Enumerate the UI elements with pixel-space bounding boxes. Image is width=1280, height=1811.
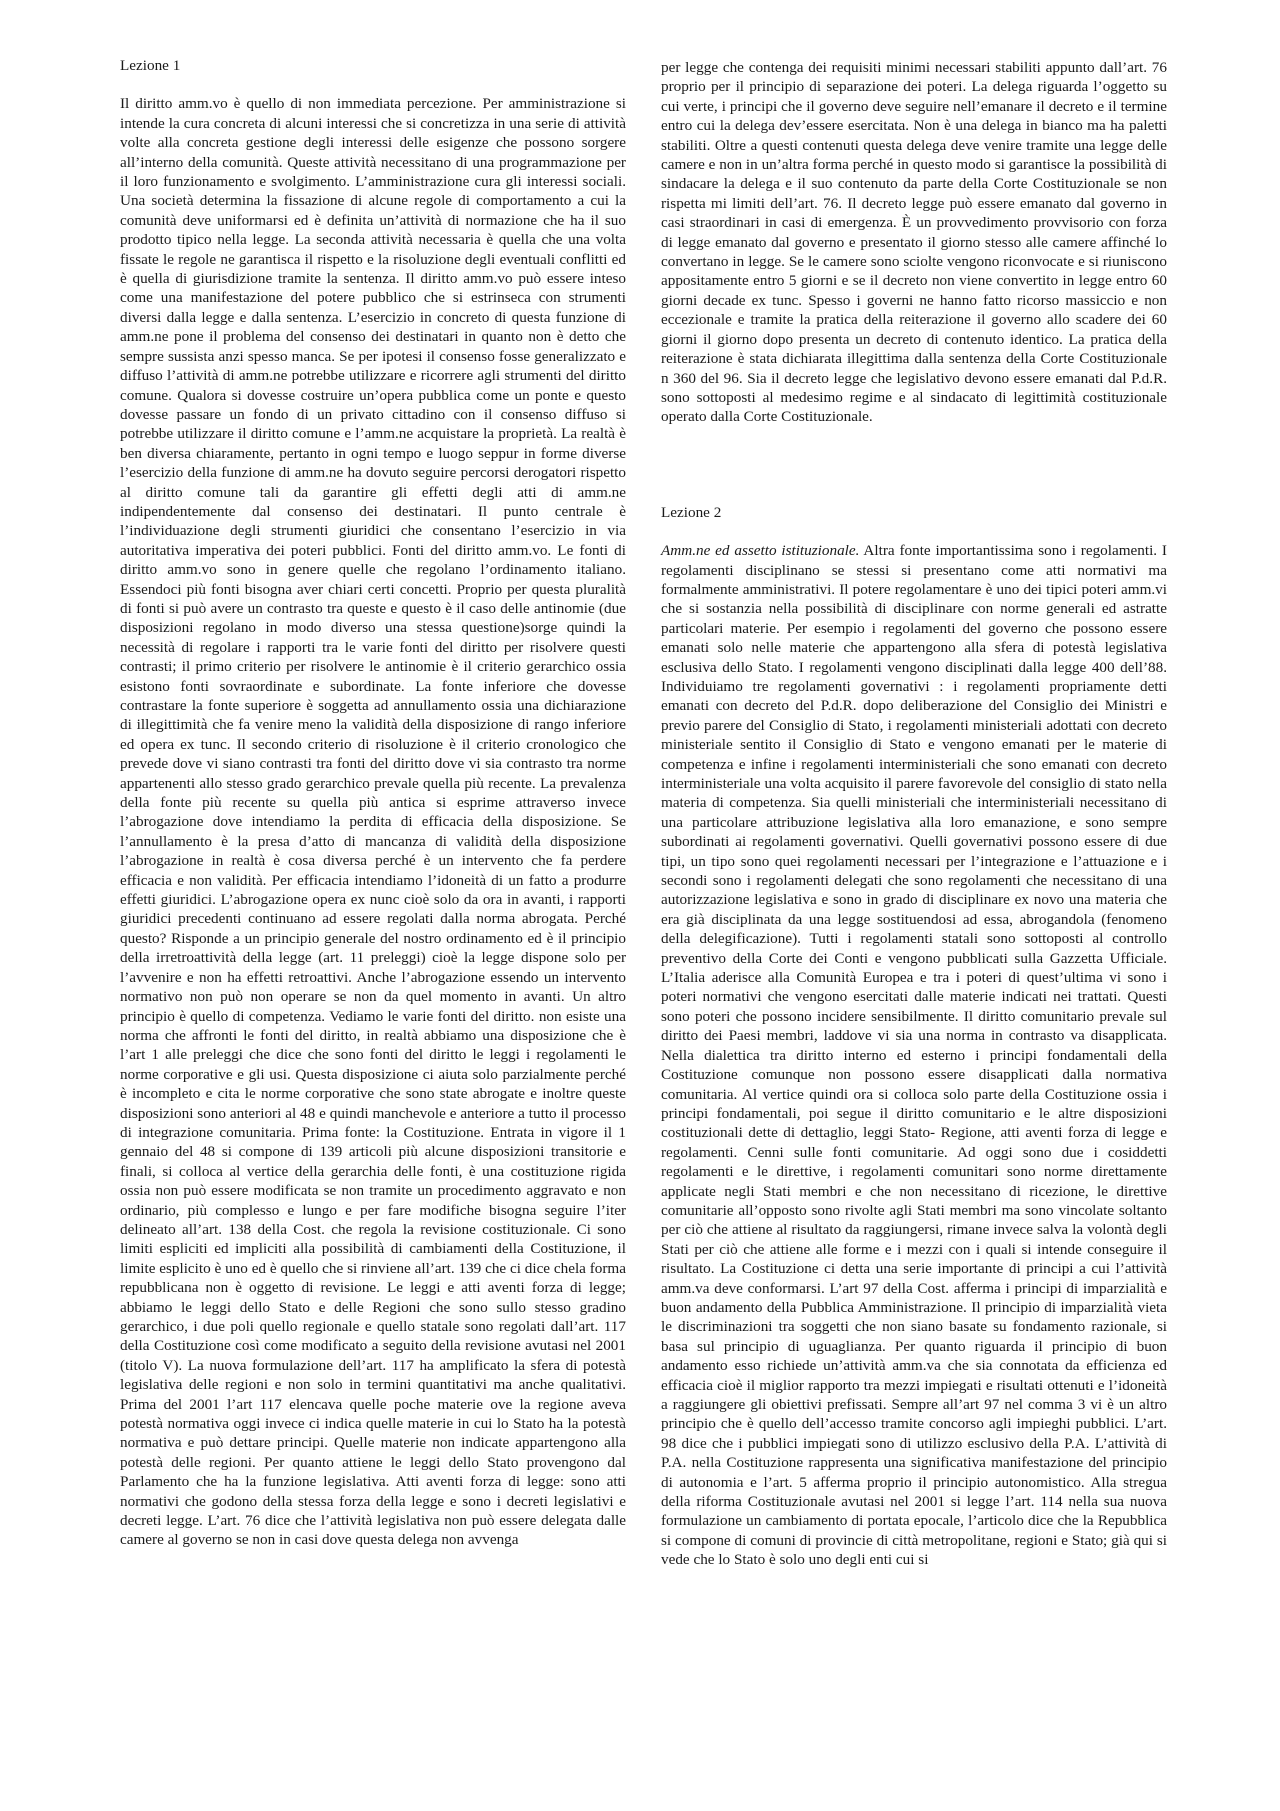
section-gap: [661, 427, 1167, 503]
lesson-2-heading: Lezione 2: [661, 503, 722, 521]
lesson-1-continuation: per legge che contenga dei requisiti minimi necessari stabiliti appunto dall’art. 76 proprio per il principio di separazione dei poteri. La delega riguarda l’oggetto su cui verte, i principi che il governo deve seguire nell’emanare il decreto e il termine entro cui la delega dev’essere esercitata. Non è una delega in bianco ma ha paletti stabiliti. Oltre a questi contenuti questa delega deve venire tramite una legge delle camere e non in un’altra forma perché in questo modo si garantisce la possibilità di sindacare la delega e il suo contenuto da parte della Corte Costituzionale se non rispetta mi limiti dell’art. 76. Il decreto legge può essere emanato dal governo in casi straordinari in casi di emergenza. È un provvedimento provvisorio con forza di legge emanato dal governo e presentato il giorno stesso alle camere affinché lo convertano in legge. Se le camere sono sciolte vengono riconvocate e si riuniscono appositamente entro 5 giorni e se il decreto non viene convertito in legge entro 60 giorni decade ex tunc. Spesso i governi ne hanno fatto ricorso massiccio e non eccezionale e tramite la pratica della reiterazione il governo allo scadere dei 60 giorni il giorno dopo presenta un decreto di contenuto identico. La pratica della reiterazione è stata dichiarata illegittima dalla sentenza della Corte Costituzionale n 360 del 96. Sia il decreto legge che legislativo devono essere emanati dal P.d.R. sono sottoposti al medesimo regime e al sindacato di legittimità costituzionale operato dalla Corte Costituzionale.: [661, 59, 1167, 426]
lesson-2-italic-lead: Amm.ne ed assetto istituzionale.: [661, 542, 860, 560]
lesson-2-body: [661, 541, 1167, 1570]
left-column: [120, 56, 626, 1550]
lesson-1-heading: Lezione 1: [120, 57, 181, 74]
lesson-2-text: Altra fonte importantissima sono i regolamenti. I regolamenti disciplinano se stessi si presentano come atti normativi ma formalmente amministrativi. Il potere regolamentare è uno dei tipici poteri amm.vi che si sostanzia nella possibilità di disciplinare con norme generali ed astratte particolari materie. Per esempio i regolamenti del governo che possono essere emanati solo nelle materie che appartengono alla sfera di potestà legislativa esclusiva dello Stato. I regolamenti vengono disciplinati dalla legge 400 dell’88. Individuiamo tre regolamenti governativi : i regolamenti propriamente detti emanati con decreto del P.d.R. dopo deliberazione del Consiglio dei Ministri e previo parere del Consiglio di Stato, i regolamenti ministeriali adottati con decreto ministeriale sentito il Consiglio di Stato e vengono emanati per le materie di competenza e infine i regolamenti interministeriali che sono emanati con decreto interministeriale una volta acquisito il parere favorevole del consiglio di stato nella materia di competenza. Sia quelli ministeriali che interministeriali necessitano di una particolare attribuzione legislativa alla loro emanazione, e sono sempre subordinati ai regolamenti governativi. Quelli governativi possono essere di due tipi, un tipo sono quei regolamenti necessari per l’integrazione e l’attuazione e i secondi sono i regolamenti delegati che sono regolamenti che necessitano di una autorizzazione legislativa e sono in grado di disciplinare ex novo una materia che era già disciplinata da una legge sostituendosi ad essa, abrogandola (fenomeno della delegificazione). Tutti i regolamenti statali sono sottoposti al controllo preventivo della Corte dei Conti e vengono pubblicati sulla Gazzetta Ufficiale. L’Italia aderisce alla Comunità Europea e tra i poteri di quest’ultima vi sono i poteri normativi che vengono esercitati dalle materie indicati nei trattati. Questi sono poteri che possono incidere sensibilmente. Il diritto comunitario prevale sul diritto dei Paesi membri, laddove vi sia una norma in contrasto va disapplicata. Nella dialettica tra diritto interno ed esterno i principi fondamentali della Costituzione comunque non possono essere disapplicati dalla normativa comunitaria. Al vertice quindi ora si colloca solo parte della Costituzione ossia i principi fondamentali, poi segue il diritto comunitario e le altre disposizioni costituzionali dette di dettaglio, leggi Stato- Regione, atti aventi forza di legge e regolamenti. Cenni sulle fonti comunitarie. Ad oggi sono due i cosiddetti regolamenti e le direttive, i regolamenti comunitari sono norme direttamente applicate negli Stati membri e che non necessitano di ricezione, le direttive comunitarie all’opposto sono rivolte agli Stati membri ma sono vincolate soltanto per ciò che attiene al risultato da raggiungersi, rimane invece salva la volontà degli Stati per ciò che attiene alle forme e i mezzi con i quali si intende conseguire il risultato. La Costituzione ci detta una serie importante di principi a cui l’attività amm.va deve conformarsi. L’art 97 della Cost. afferma i principi di imparzialità e buon andamento della Pubblica Amministrazione. Il principio di imparzialità vieta le discriminazioni tra soggetti che non siano basate su fondamento razionale, si basa sul principio di uguaglianza. Per quanto riguarda il principio di buon andamento esso richiede un’attività amm.va che sia connotata da efficienza ed efficacia cioè il miglior rapporto tra mezzi impiegati e risultati ottenuti e l’idoneità a raggiungere gli obiettivi prefissati. Sempre all’art 97 nel comma 3 vi è un altro principio che è quello dell’accesso tramite concorso agli impieghi pubblici. L’art. 98 dice che i pubblici impiegati sono di utilizzo esclusivo della P.A. L’attività di P.A. nella Costituzione rappresenta una significativa manifestazione del principio di autonomia e l’art. 5 afferma proprio il principio autonomistico. Alla stregua della riforma Costituzionale avutasi nel 2001 si legge l’art. 114 nella sua nuova formulazione un cambiamento di portata epocale, l’articolo dice che la Repubblica si compone di comuni di provincie di città metropolitane, regioni e Stato; già qui si vede che lo Stato è solo uno degli enti cui si: [661, 542, 1167, 1569]
right-column: [661, 58, 1167, 1570]
lesson-1-body: Il diritto amm.vo è quello di non immediata percezione. Per amministrazione si intende la cura concreta di alcuni interessi che si concretizza in una serie di attività volte alla concreta gestione degli interessi delle esigenze che possono sorgere all’interno della comunità. Queste attività necessitano di una programmazione per il loro funzionamento e svolgimento. L’amministrazione cura gli interessi sociali. Una società determina la fissazione di alcune regole di comportamento a cui la comunità deve uniformarsi ed è definita un’attività di normazione che ha il suo prodotto tipico nella legge. La seconda attività necessaria è quella che una volta fissate le regole ne garantisca il rispetto e la risoluzione degli eventuali conflitti ed è quella di giurisdizione tramite la sentenza. Il diritto amm.vo può essere inteso come una manifestazione del potere pubblico che si estrinseca con strumenti diversi dalla legge e dalla sentenza. L’esercizio in concreto di questa funzione di amm.ne pone il problema del consenso dei destinatari in quanto non è detto che sempre sussista anzi spesso manca. Se per ipotesi il consenso fosse generalizzato e diffuso l’attività di amm.ne potrebbe utilizzare e ricorrere agli strumenti del diritto comune. Qualora si dovesse costruire un’opera pubblica come un ponte e questo dovesse passare un fondo di un privato cittadino con il consenso diffuso si potrebbe utilizzare il diritto comune e l’amm.ne acquistare la proprietà. La realtà è ben diversa chiaramente, pertanto in ogni tempo e luogo seppur in forme diverse l’esercizio della funzione di amm.ne ha dovuto seguire percorsi derogatori rispetto al diritto comune tali da garantire gli effetti degli atti di amm.ne indipendentemente dal consenso dei destinatari. Il punto centrale è l’individuazione degli strumenti giuridici che consentano l’esercizio in via autoritativa imperativa dei poteri pubblici. Fonti del diritto amm.vo. Le fonti di diritto amm.vo sono in genere quelle che regolano l’ordinamento italiano. Essendoci più fonti bisogna aver chiari certi concetti. Proprio per questa pluralità di fonti si può avere un contrasto tra queste e questo è il caso delle antinomie (due disposizioni regolano in modo diverso una stessa questione)sorge quindi la necessità di regolare i rapporti tra le varie fonti del diritto per risolvere questi contrasti; il primo criterio per risolvere le antinomie è il criterio gerarchico ossia esistono fonti sovraordinate e subordinate. La fonte inferiore che dovesse contrastare la fonte superiore è soggetta ad annullamento ossia una dichiarazione di illegittimità che fa venire meno la validità della disposizione di rango inferiore ed opera ex tunc. Il secondo criterio di risoluzione è il criterio cronologico che prevede dove vi siano contrasti tra fonti del diritto dove vi sia contrasto tra norme appartenenti allo stesso grado gerarchico prevale quella più recente. La prevalenza della fonte più recente su quella più antica si esprime attraverso invece l’abrogazione dove intendiamo la perdita di efficacia della disposizione. Se l’annullamento è la presa d’atto di mancanza di validità della disposizione l’abrogazione in realtà è cosa diversa perché è un intervento che fa perdere efficacia e non validità. Per efficacia intendiamo l’idoneità di un fatto a produrre effetti giuridici. L’abrogazione opera ex nunc cioè solo da ora in avanti, i rapporti giuridici precedenti continuano ad essere regolati dalla norma abrogata. Perché questo? Risponde a un principio generale del nostro ordinamento ed è il principio della irretroattività della legge (art. 11 preleggi) cioè la legge dispone solo per l’avvenire e non ha effetti retroattivi. Anche l’abrogazione essendo un intervento normativo non può non operare se non da quel momento in avanti. Un altro principio è quello di competenza. Vediamo le varie fonti del diritto. non esiste una norma che affronti le fonti del diritto, in realtà abbiamo una disposizione che è l’art 1 alle preleggi che dice che sono fonti del diritto le leggi i regolamenti le norme corporative e gli usi. Questa disposizione ci aiuta solo parzialmente perché è incompleto e cita le norme corporative che sono state abrogate e inoltre queste disposizioni sono anteriori al 48 e quindi manchevole e anteriore a tutto il processo di integrazione comunitaria. Prima fonte: la Costituzione. Entrata in vigore il 1 gennaio del 48 si compone di 139 articoli più alcune disposizioni transitorie e finali, si colloca al vertice della gerarchia delle fonti, è una costituzione rigida ossia non può essere modificata se non tramite un procedimento aggravato e non ordinario, più complesso e lungo e per fare modifiche bisogna seguire l’iter delineato all’art. 138 della Cost. che regola la revisione costituzionale. Ci sono limiti espliciti ed impliciti alla possibilità di cambiamenti della Costituzione, il limite esplicito è uno ed è quello che si rinviene all’art. 139 che ci dice chela forma repubblicana non è oggetto di revisione. Le leggi e atti aventi forza di legge; abbiamo le leggi dello Stato e delle Regioni che sono sullo stesso gradino gerarchico, i due poli quello regionale e quello statale sono regolati dall’art. 117 della Costituzione così come modificato a seguito della revisione avutasi nel 2001 (titolo V). La nuova formulazione dell’art. 117 ha amplificato la sfera di potestà legislativa delle regioni e non solo in termini quantitativi ma anche qualitativi. Prima del 2001 l’art 117 elencava quelle poche materie ove la regione aveva potestà normativa oggi invece ci indica quelle materie in cui lo Stato ha la potestà normativa e può dettare principi. Quelle materie non indicate appartengono alla potestà delle regioni. Per quanto attiene le leggi dello Stato provengono dal Parlamento che ha la funzione legislativa. Atti aventi forza di legge: sono atti normativi che godono della stessa forza della legge e sono i decreti legislativi e decreti legge. L’art. 76 dice che l’attività legislativa non può essere delegata dalle camere al governo se non in casi dove questa delega non avvenga: [120, 95, 626, 1549]
